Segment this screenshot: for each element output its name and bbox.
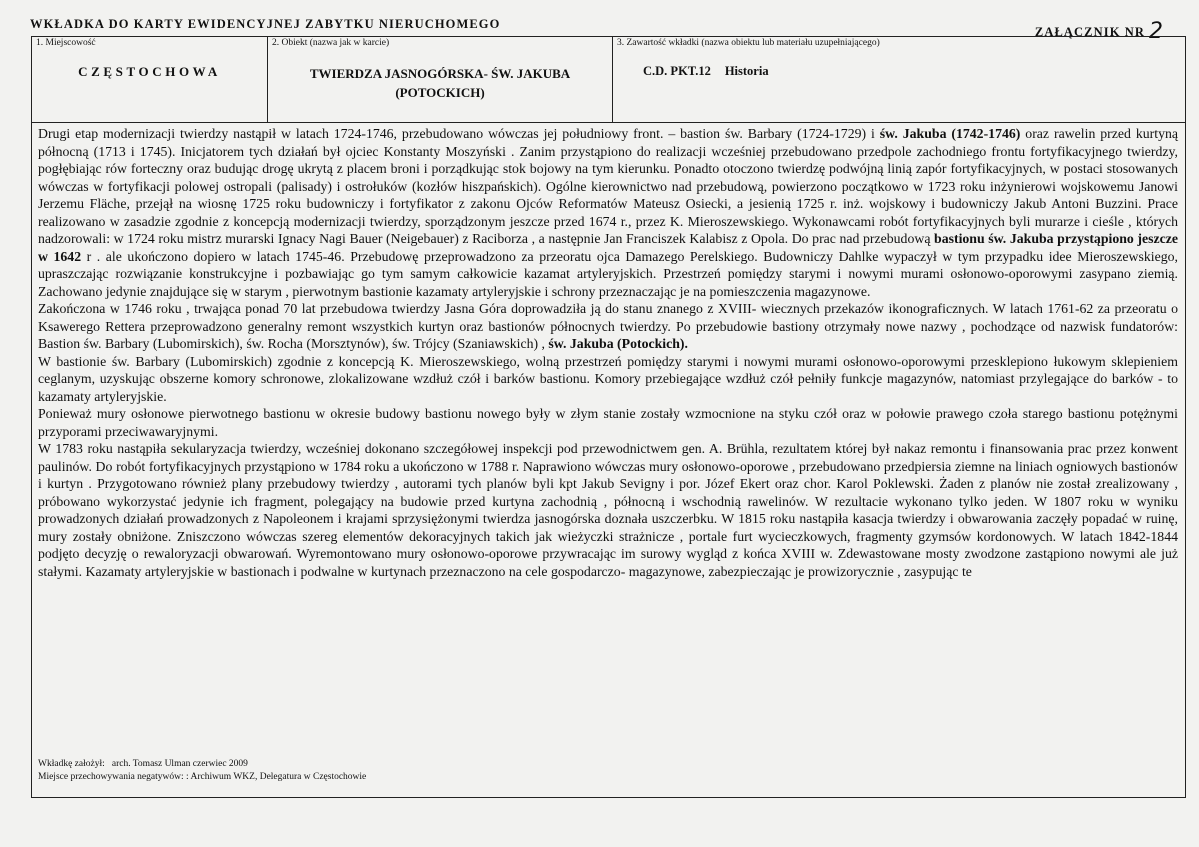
object-cell bbox=[268, 37, 613, 123]
content-value bbox=[643, 64, 769, 79]
object-label: 2. Obiekt (nazwa jak w karcie) bbox=[272, 38, 390, 48]
history-text bbox=[38, 125, 1178, 580]
author-value: arch. Tomasz Ulman czerwiec 2009 bbox=[111, 759, 248, 769]
attachment-number-handwritten: 2 bbox=[1149, 19, 1163, 44]
content-code: C.D. PKT.12 bbox=[643, 64, 711, 78]
bold-phrase: św. Jakuba (Potockich). bbox=[548, 336, 688, 351]
content-topic: Historia bbox=[724, 64, 769, 78]
sheet-title: WKŁADKA DO KARTY EWIDENCYJNEJ ZABYTKU NIERUCHOMEGO bbox=[30, 17, 501, 31]
paragraph: W 1783 roku nastąpiła sekularyzacja twierdzy, wcześniej dokonano szczegółowej inspekcji pod przewodnictwem gen. A. Brühla, rezultatem której był nakaz remontu i finansowania prac przez konwent paulinów. Do robót fortyfikacyjnych przystąpiono w 1784 roku a ukończono w 1788 r. Naprawiono wówczas mury osłonowo-oporowe , przebudowano przedpiersia ziemne na liniach ogniowych bastionów i kurtyn . Przygotowano również plany przebudowy twierdzy , autorami tych planów byli kpt Jakub Sevigny i por. Józef Ekert oraz chor. Karol Poklewski. Żaden z planów nie został zrealizowany , próbowano wykorzystać jedynie ich fragment, polegający na budowie przed kurtyna zachodnią , północną i wschodnią rawelinów. W rezultacie wykonano tylko jeden. W 1807 roku w wyniku prowadzonych działań prowadzonych z Napoleonem i krajami sprzysiężonymi twierdza jasnogórska doznała uszczerbku. W 1815 roku nastąpiła kasacja twierdzy i obwarowania zaczęły popadać w ruinę, mury zostały obniżone. Zniszczono wówczas szereg elementów dekoracyjnych takich jak wieżyczki strażnicze , portale furt wycieczkowych, fragmenty gzymsów kordonowych. W latach 1842-1844 podjęto decyzję o rewaloryzacji obwarowań. Wyremontowano mury osłonowo-oporowe przywracając im surowy wygląd z końca XVIII w. Zdewastowane mosty zwodzone zastąpiono nowymi ale już stałymi. Kazamaty artyleryjskie w bastionach i podwalne w kurtynach przeznaczono na cele gospodarczo- magazynowe, zabezpieczając je prowizorycznie , zasypując te bbox=[38, 441, 1178, 579]
fields-row bbox=[32, 37, 1185, 123]
paragraph: W bastionie św. Barbary (Lubomirskich) zgodnie z koncepcją K. Mieroszewskiego, wolną przestrzeń pomiędzy starymi i nowymi murami osłonowo-oporowymi przesklepiono łukowym sklepieniem ceglanym, uzyskując obszerne komory schronowe, zlokalizowane wzdłuż czół i barków bastionu. Komory przebiegające wzdłuż czół pełniły funkcje magazynów, natomiast przylegające do barków - to kazamaty artyleryjskie. bbox=[38, 353, 1178, 404]
author-row bbox=[38, 758, 366, 771]
footer bbox=[38, 758, 366, 784]
object-value: TWIERDZA JASNOGÓRSKA- ŚW. JAKUBA (POTOCKICH) bbox=[309, 66, 571, 100]
locality-cell bbox=[32, 37, 268, 123]
storage-row bbox=[38, 771, 366, 784]
content-label: 3. Zawartość wkładki (nazwa obiektu lub materiału uzupełniającego) bbox=[617, 38, 880, 48]
bold-phrase: bastionu św. Jakuba przystąpiono jeszcze w 1642 bbox=[38, 231, 1178, 264]
locality-label: 1. Miejscowość bbox=[36, 38, 96, 48]
attachment-label: ZAŁĄCZNIK NR bbox=[1034, 25, 1145, 39]
storage-label: Miejsce przechowywania negatywów: bbox=[38, 772, 184, 782]
bold-phrase: św. Jakuba (1742-1746) bbox=[879, 126, 1021, 141]
paragraph: Zakończona w 1746 roku , trwająca ponad 70 lat przebudowa twierdzy Jasna Góra doprowadziła ją do stanu znanego z XVIII- wiecznych przekazów ikonograficznych. W latach 1761-62 za przeoratu o Ksawerego Rettera przeprowadzono generalny remont wszystkich kurtyn oraz bastionów północnych twierdzy. Po przebudowie bastiony otrzymały nowe nazwy , pochodzące od nazwisk fundatorów: Bastion św. Barbary (Lubomirskich), św. Rocha (Morsztynów), św. Trójcy (Szaniawskich) , św. Jakuba (Potockich). bbox=[38, 301, 1178, 351]
form-frame bbox=[31, 36, 1186, 798]
author-label: Wkładkę założył: bbox=[38, 759, 105, 769]
content-cell bbox=[613, 37, 1186, 123]
locality-value: CZĘSTOCHOWA bbox=[78, 64, 221, 79]
paragraph: Drugi etap modernizacji twierdzy nastąpił w latach 1724-1746, przebudowano wówczas jej południowy front. – bastion św. Barbary (1724-1729) i św. Jakuba (1742-1746) oraz rawelin przed kurtyną północną (1713 i 1745). Inicjatorem tych działań był ojciec Konstanty Moszyński . Zanim przystąpiono do realizacji wcześniej przebudowano przedpole zachodniego frontu fortyfikacyjnego twierdzy, pogłębiając rów forteczny oraz budując drogę ukrytą z placem broni i porządkując stok bojowy na tym kierunku. Ponadto otoczono twierdzę podwójną linią zapór fortyfikacyjnych, w postaci stosowanych wówczas w fortyfikacji polowej ostropali (palisady) i ostrołuków (kozłów hiszpańskich). Ogólne kierownictwo nad przebudową, powierzono początkowo w 1723 roku inżynierowi wojskowemu Janowi Jerzemu Fläche, przejął na wiosnę 1725 roku budowniczy i fortyfikator z zakonu Ojców Reformatów Mateusz Osiecki, a jesienią 1725 r. inż. wojskowy i budowniczy Jakub Antoni Buzzini. Prace realizowano w zasadzie zgodnie z koncepcją modernizacji twierdzy, sporządzonym jeszcze przed 1674 r., przez K. Mieroszewskiego. Wykonawcami robót fortyfikacyjnych byli murarze i cieśle , których nadzorowali: w 1724 roku mistrz murarski Ignacy Nagi Bauer (Neigebauer) z Raciborza , a następnie Jan Franciszek Kalabisz z Opola. Do prac nad przebudową bastionu św. Jakuba przystąpiono jeszcze w 1642 r . ale ukończono dopiero w latach 1745-46. Przebudowę przeprowadzono za przeoratu ojca Damazego Perelskiego. Budowniczy Dahlke wypaczył w tym przypadku idee Mieroszewskiego, upraszczając rozwiązanie konstrukcyjne i pozbawiając go tym samym całkowicie kazamat artyleryjskich. Przestrzeń pomiędzy starymi i nowymi murami osłonowo-oporowymi zasypano ziemią. Zachowano jedynie znajdujące się w starym , pierwotnym bastionie kazamaty artyleryjskie i schrony przeznaczając je na pomieszczenia magazynowe. bbox=[38, 126, 1178, 299]
paragraph: Ponieważ mury osłonowe pierwotnego bastionu w okresie budowy bastionu nowego były w złym stanie zostały wzmocnione na styku czół oraz w połowie prawego czoła starego bastionu potężnymi przyporami przeciwawaryjnymi. bbox=[38, 406, 1178, 439]
storage-value: : Archiwum WKZ, Delegatura w Częstochowie bbox=[186, 772, 367, 782]
